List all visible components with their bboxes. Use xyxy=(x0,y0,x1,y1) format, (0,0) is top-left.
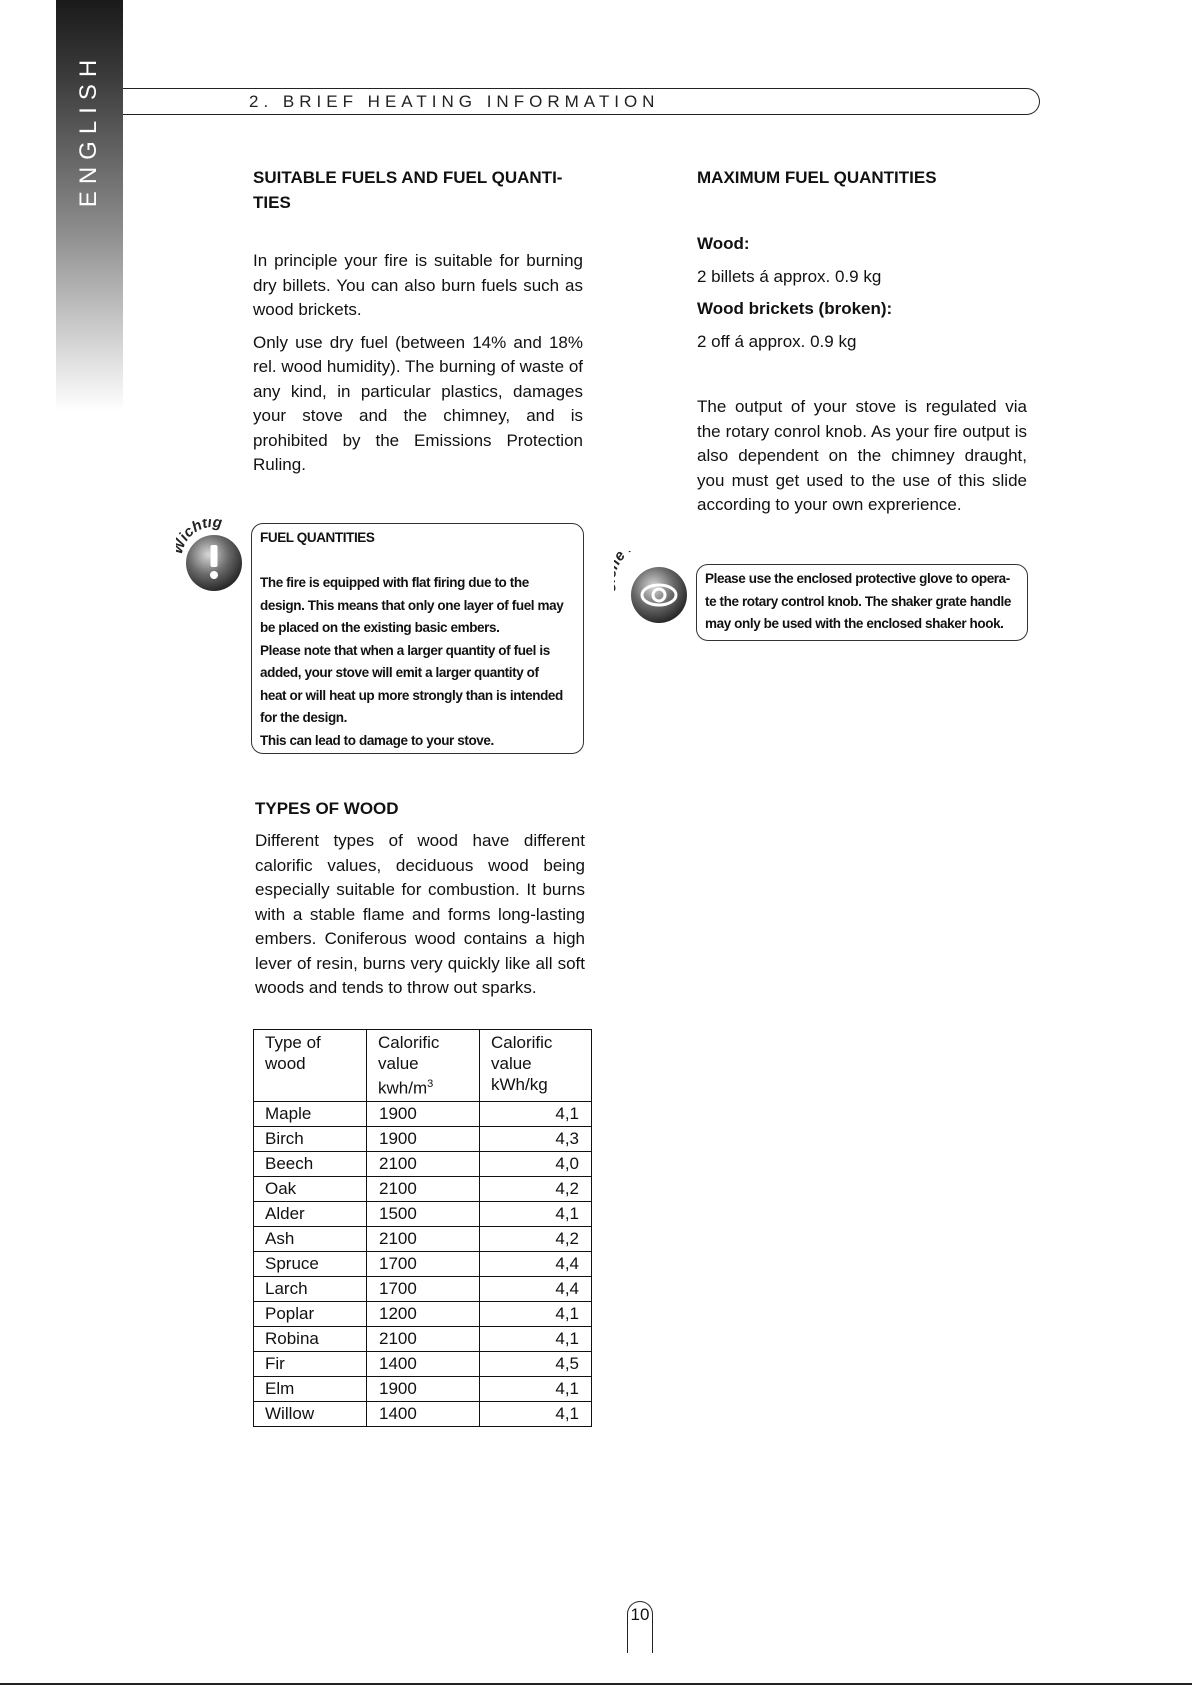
table-row: Spruce 1700 4,4 xyxy=(254,1251,592,1276)
note-line: may only be used with the enclosed shaker hook. xyxy=(705,616,1004,631)
important-icon xyxy=(176,519,250,598)
section-title: 2. BRIEF HEATING INFORMATION xyxy=(249,92,660,111)
note-line: The fire is equipped with flat firing due to the xyxy=(260,575,529,590)
page-number: 10 xyxy=(627,1601,653,1653)
table-row: Elm 1900 4,1 xyxy=(254,1376,592,1401)
column-header-type: Type of wood xyxy=(254,1030,367,1102)
wood-calorific-table xyxy=(253,1029,592,1427)
fuels-paragraph-2: Only use dry fuel (between 14% and 18% rel. wood humidity). The burning of waste of any kind, in particular plastics, damages your stove and the chimney, and is prohibited by the Emissions Protection Ruling. xyxy=(253,332,583,474)
fuels-section xyxy=(253,165,583,478)
table-row: Ash 2100 4,2 xyxy=(254,1226,592,1251)
table-row: Birch 1900 4,3 xyxy=(254,1126,592,1151)
fuels-paragraph-1: In principle your fire is suitable for burning dry billets. You can also burn fuels such as wood brickets. xyxy=(253,251,583,319)
language-tab xyxy=(56,0,123,412)
note-line: design. This means that only one layer of fuel may xyxy=(260,597,564,613)
fuel-quantities-note xyxy=(251,523,584,754)
note-line: This can lead to damage to your stove. xyxy=(260,732,494,748)
table-row: Maple 1900 4,1 xyxy=(254,1101,592,1126)
table-row: Poplar 1200 4,1 xyxy=(254,1301,592,1326)
wood-label: Wood: xyxy=(697,234,750,253)
column-header-mass: Calorific value kWh/kg xyxy=(480,1030,592,1102)
max-fuel-heading: MAXIMUM FUEL QUANTITIES xyxy=(697,168,937,187)
language-label: ENGLISH xyxy=(75,52,103,208)
table-row: Willow 1400 4,1 xyxy=(254,1401,592,1426)
fuels-heading: SUITABLE FUELS AND FUEL QUANTI-TIES xyxy=(253,168,563,212)
note-line: Please note that when a larger quantity of fuel is xyxy=(260,642,550,658)
note-title: FUEL QUANTITIES xyxy=(260,530,375,545)
brickets-quantity: 2 off á approx. 0.9 kg xyxy=(697,331,857,351)
table-row: Oak 2100 4,2 xyxy=(254,1176,592,1201)
table-row: Fir 1400 4,5 xyxy=(254,1351,592,1376)
output-paragraph: The output of your stove is regulated via the rotary conrol knob. As your fire output is also dependent on the chimney draught, you must get used to the use of this slide according to your own exprerience. xyxy=(697,397,1027,514)
important-badge-label: ichtig xyxy=(176,519,224,545)
wood-types-section xyxy=(255,796,585,1001)
wood-types-paragraph: Different types of wood have different calorific values, deciduous wood being especially suitable for combustion. It burns with a stable flame and forms long-lasting embers. Coniferous wood contains a high lever of resin, burns very quickly like all soft woods and tends to throw out sparks. xyxy=(255,831,585,997)
table-header-row xyxy=(254,1030,592,1102)
note-line: for the design. xyxy=(260,710,348,725)
column-header-volume: Calorific value kwh/$m^3$ xyxy=(367,1030,480,1102)
note-line: be placed on the existing basic embers. xyxy=(260,620,500,635)
glove-note xyxy=(696,564,1028,641)
brickets-label: Wood brickets (broken): xyxy=(697,299,893,318)
see-plan-eye-icon xyxy=(614,551,696,630)
wood-quantity: 2 billets á approx. 0.9 kg xyxy=(697,266,882,286)
table-row: Larch 1700 4,4 xyxy=(254,1276,592,1301)
note-line: Please use the enclosed protective glove to opera- xyxy=(705,571,1010,586)
table-row: Alder 1500 4,1 xyxy=(254,1201,592,1226)
note-line: te the rotary control knob. The shaker grate handle xyxy=(705,593,1011,609)
table-row: Robina 2100 4,1 xyxy=(254,1326,592,1351)
max-fuel-section xyxy=(697,165,1027,518)
note-line: heat or will heat up more strongly than is intended xyxy=(260,687,563,703)
wood-types-heading: TYPES OF WOOD xyxy=(255,799,399,818)
note-line: added, your stove will emit a larger quantity of xyxy=(260,665,539,680)
table-row: Beech 2100 4,0 xyxy=(254,1151,592,1176)
